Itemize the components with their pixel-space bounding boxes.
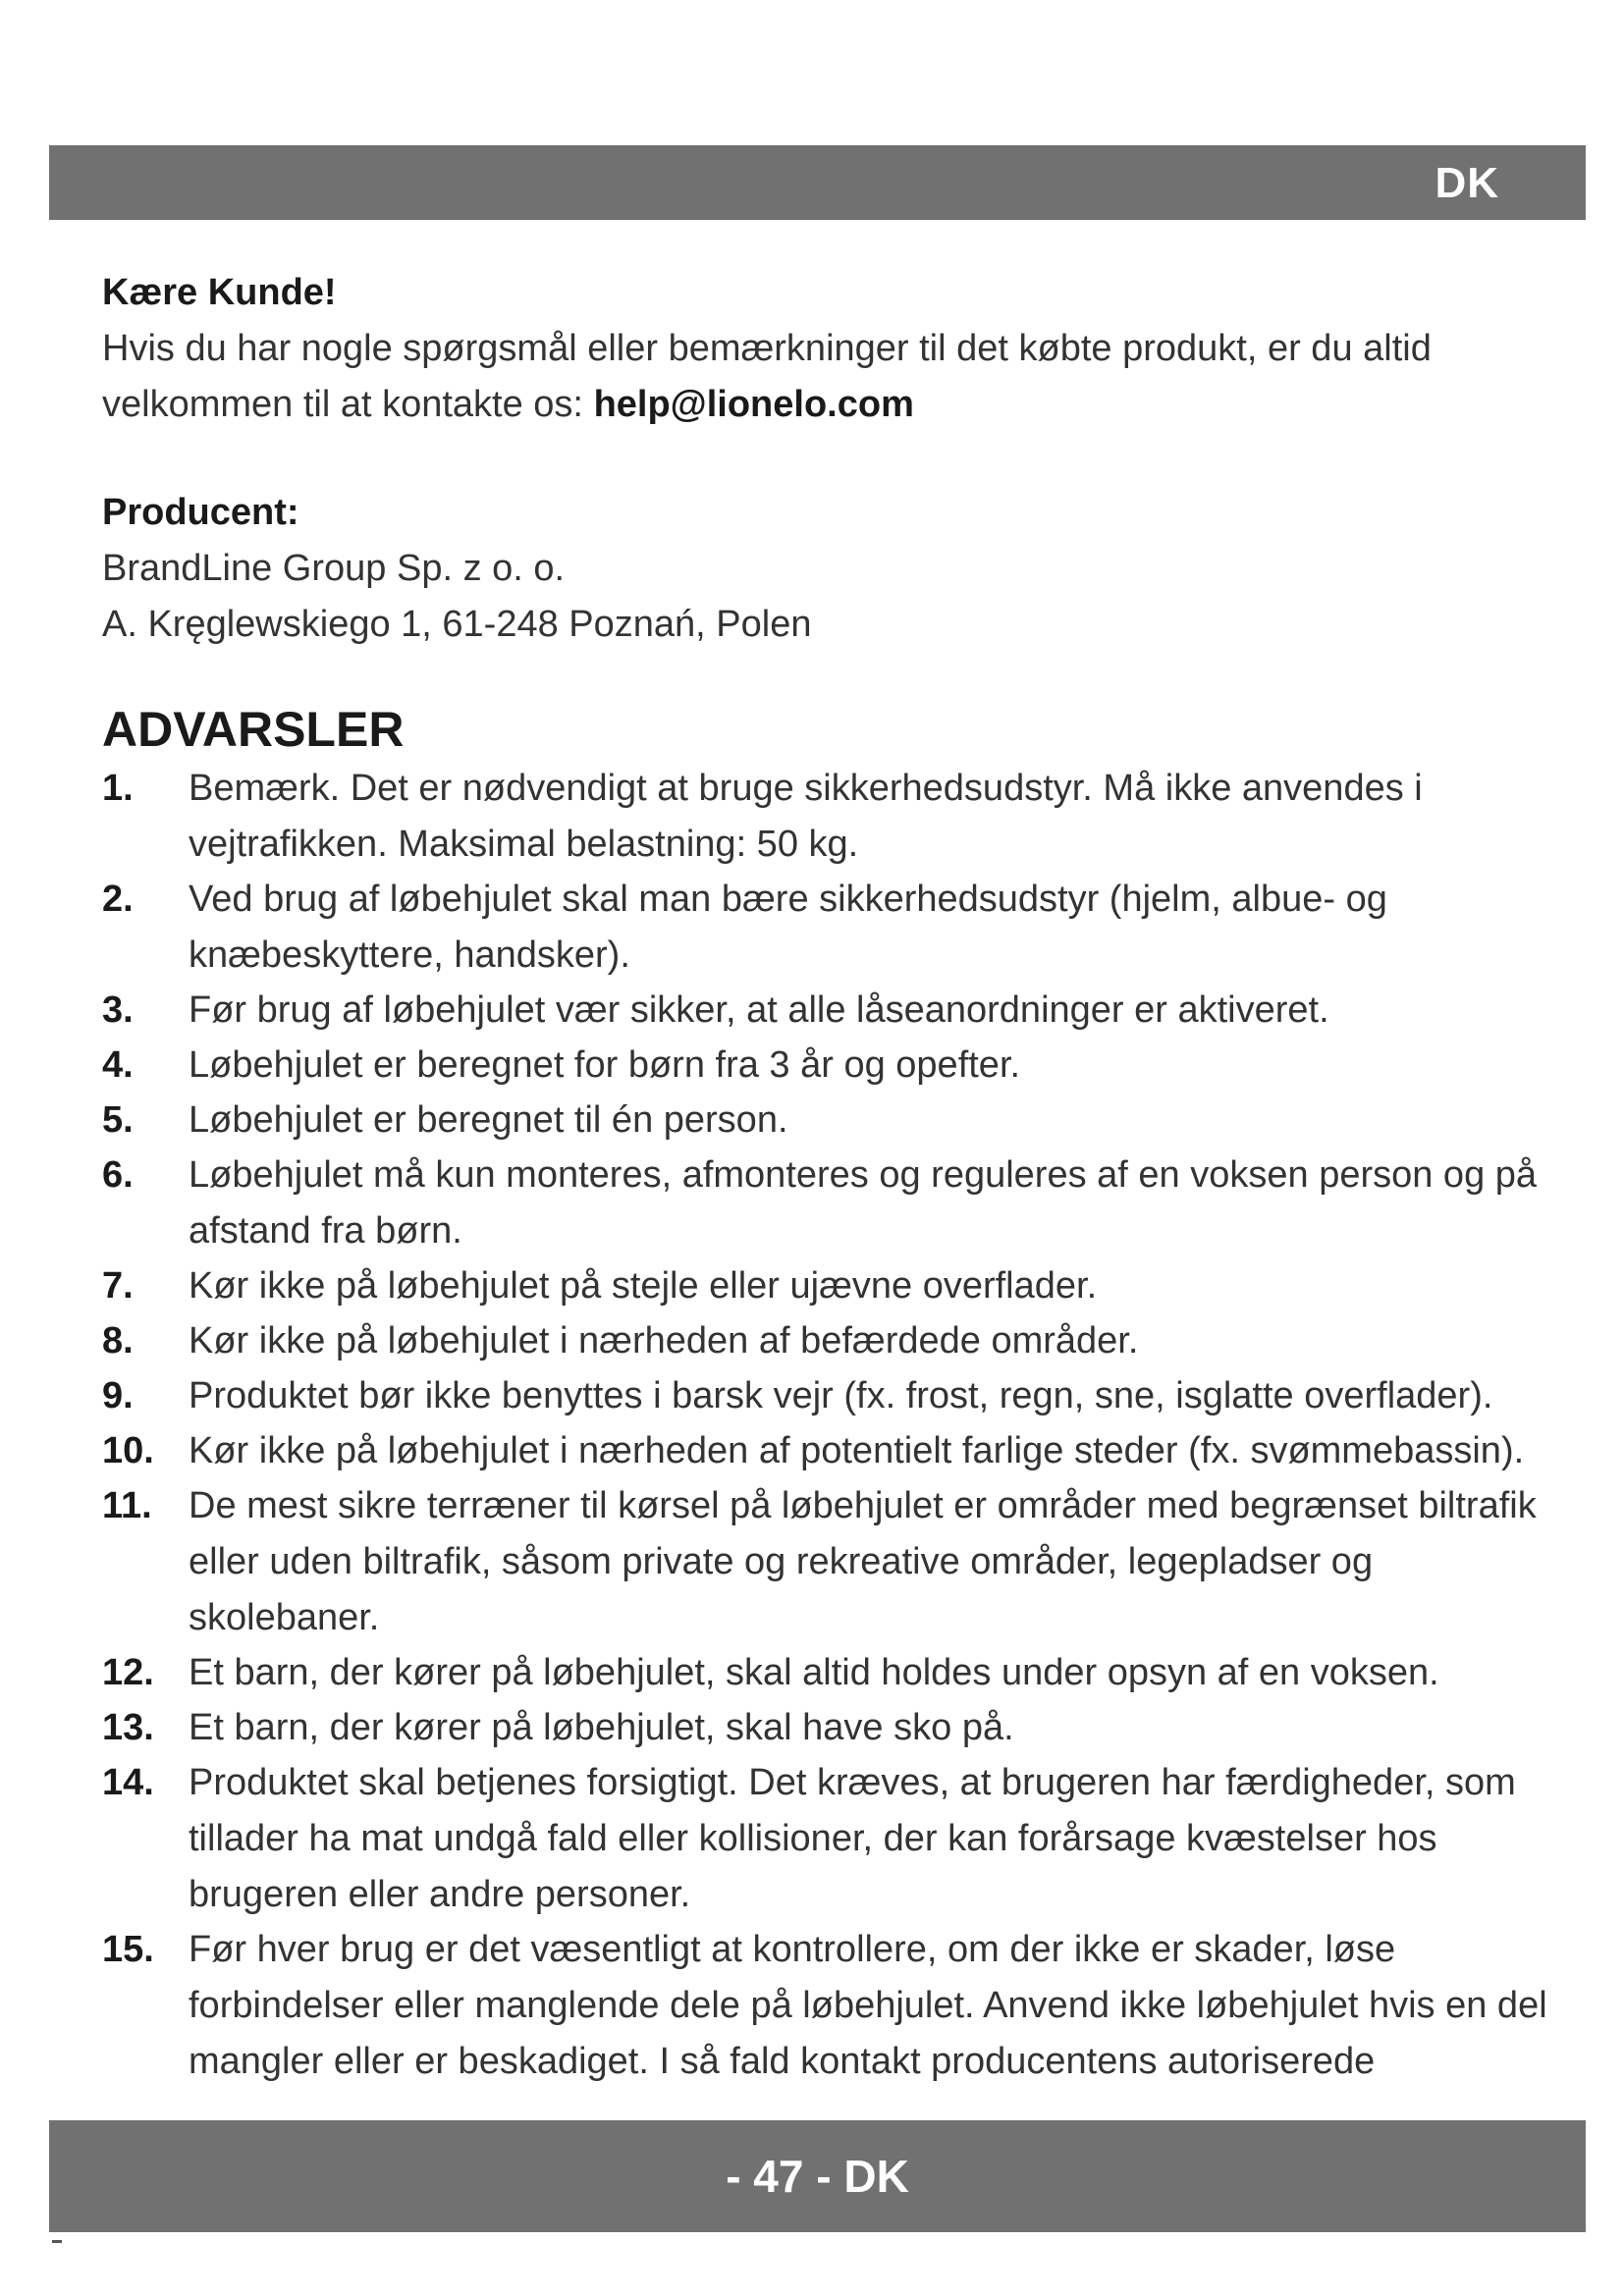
warning-text: Kør ikke på løbehjulet på stejle eller ujævne overflader. (189, 1265, 1098, 1307)
warning-number: 3. (102, 989, 134, 1031)
warning-text: Før brug af løbehjulet vær sikker, at alle låseanordninger er aktiveret. (189, 989, 1329, 1031)
warning-item (102, 1645, 1555, 1701)
warning-item (102, 1038, 1555, 1094)
warning-number: 1. (102, 768, 134, 809)
warning-text: Et barn, der kører på løbehjulet, skal have sko på. (189, 1707, 1014, 1748)
warning-number: 7. (102, 1265, 134, 1307)
warning-item (102, 761, 1555, 873)
warning-item (102, 1922, 1555, 2090)
warning-text: Løbehjulet må kun monteres, afmonteres og reguleres af en voksen person og på afstand fra børn. (189, 1154, 1538, 1252)
page-content (102, 265, 1555, 2089)
producer-title: Producent: (102, 492, 299, 533)
warning-number: 4. (102, 1044, 134, 1086)
warning-number: 8. (102, 1320, 134, 1362)
warning-number: 10. (102, 1430, 154, 1471)
warnings-title: ADVARSLER (102, 702, 405, 757)
warning-number: 14. (102, 1762, 154, 1803)
warning-item (102, 1368, 1555, 1424)
warning-number: 2. (102, 879, 134, 920)
header-bar (49, 145, 1586, 220)
warning-number: 15. (102, 1929, 154, 1970)
warning-item (102, 1755, 1555, 1923)
warning-number: 11. (102, 1485, 152, 1526)
warning-text: Kør ikke på løbehjulet i nærheden af potentielt farlige steder (fx. svømmebassin). (189, 1430, 1525, 1471)
warning-number: 12. (102, 1652, 154, 1693)
warning-item (102, 1093, 1555, 1148)
warning-item (102, 1700, 1555, 1756)
warning-text: Bemærk. Det er nødvendigt at bruge sikkerhedsudstyr. Må ikke anvendes i vejtrafikken. Maksimal belastning: 50 kg. (189, 768, 1423, 865)
warning-number: 9. (102, 1375, 134, 1416)
warning-text: Ved brug af løbehjulet skal man bære sikkerhedsudstyr (hjelm, albue- og knæbeskyttere, handsker). (189, 879, 1387, 976)
warning-text: Produktet skal betjenes forsigtigt. Det kræves, at brugeren har færdigheder, som tillader ha mat undgå fald eller kollisioner, der kan forårsage kvæstelser hos brugeren eller andre personer. (189, 1762, 1516, 1915)
page-number: - 47 - DK (726, 2151, 909, 2202)
warning-number: 13. (102, 1707, 154, 1748)
producer-name: BrandLine Group Sp. z o. o. (102, 548, 566, 589)
greeting-title: Kære Kunde! (102, 272, 337, 313)
warning-text: Produktet bør ikke benyttes i barsk vejr (fx. frost, regn, sne, isglatte overflader). (189, 1375, 1493, 1416)
warning-item (102, 872, 1555, 984)
footer-bar (49, 2120, 1586, 2232)
warning-text: Et barn, der kører på løbehjulet, skal altid holdes under opsyn af en voksen. (189, 1652, 1439, 1693)
greeting-body: Hvis du har nogle spørgsmål eller bemærkninger til det købte produkt, er du altid velkommen til at kontakte os: (102, 328, 1432, 425)
warning-text: Kør ikke på løbehjulet i nærheden af befærdede områder. (189, 1320, 1139, 1362)
greeting-text (102, 321, 1555, 433)
warning-item (102, 1313, 1555, 1369)
warning-text: Løbehjulet er beregnet til én person. (189, 1099, 788, 1141)
warning-text: De mest sikre terræner til kørsel på løbehjulet er områder med begrænset biltrafik eller uden biltrafik, såsom private og rekreative områder, legepladser og skolebaner. (189, 1485, 1537, 1638)
corner-mark (52, 2240, 62, 2243)
warning-item (102, 1478, 1555, 1646)
warning-item (102, 1423, 1555, 1479)
warning-number: 5. (102, 1099, 134, 1141)
warning-number: 6. (102, 1154, 134, 1196)
producer-address: A. Kręglewskiego 1, 61-248 Poznań, Polen (102, 604, 812, 645)
warnings-list (102, 761, 1555, 2090)
warning-item (102, 983, 1555, 1039)
warning-text: Før hver brug er det væsentligt at kontrollere, om der ikke er skader, løse forbindelser eller manglende dele på løbehjulet. Anvend ikke løbehjulet hvis en del mangler eller er beskadiget. I så fald kontakt producentens autoriserede (189, 1929, 1547, 2082)
warning-text: Løbehjulet er beregnet for børn fra 3 år og opefter. (189, 1044, 1021, 1086)
warning-item (102, 1148, 1555, 1259)
language-code: DK (1435, 159, 1499, 207)
support-email-link[interactable]: help@lionelo.com (593, 384, 914, 425)
warning-item (102, 1258, 1555, 1314)
